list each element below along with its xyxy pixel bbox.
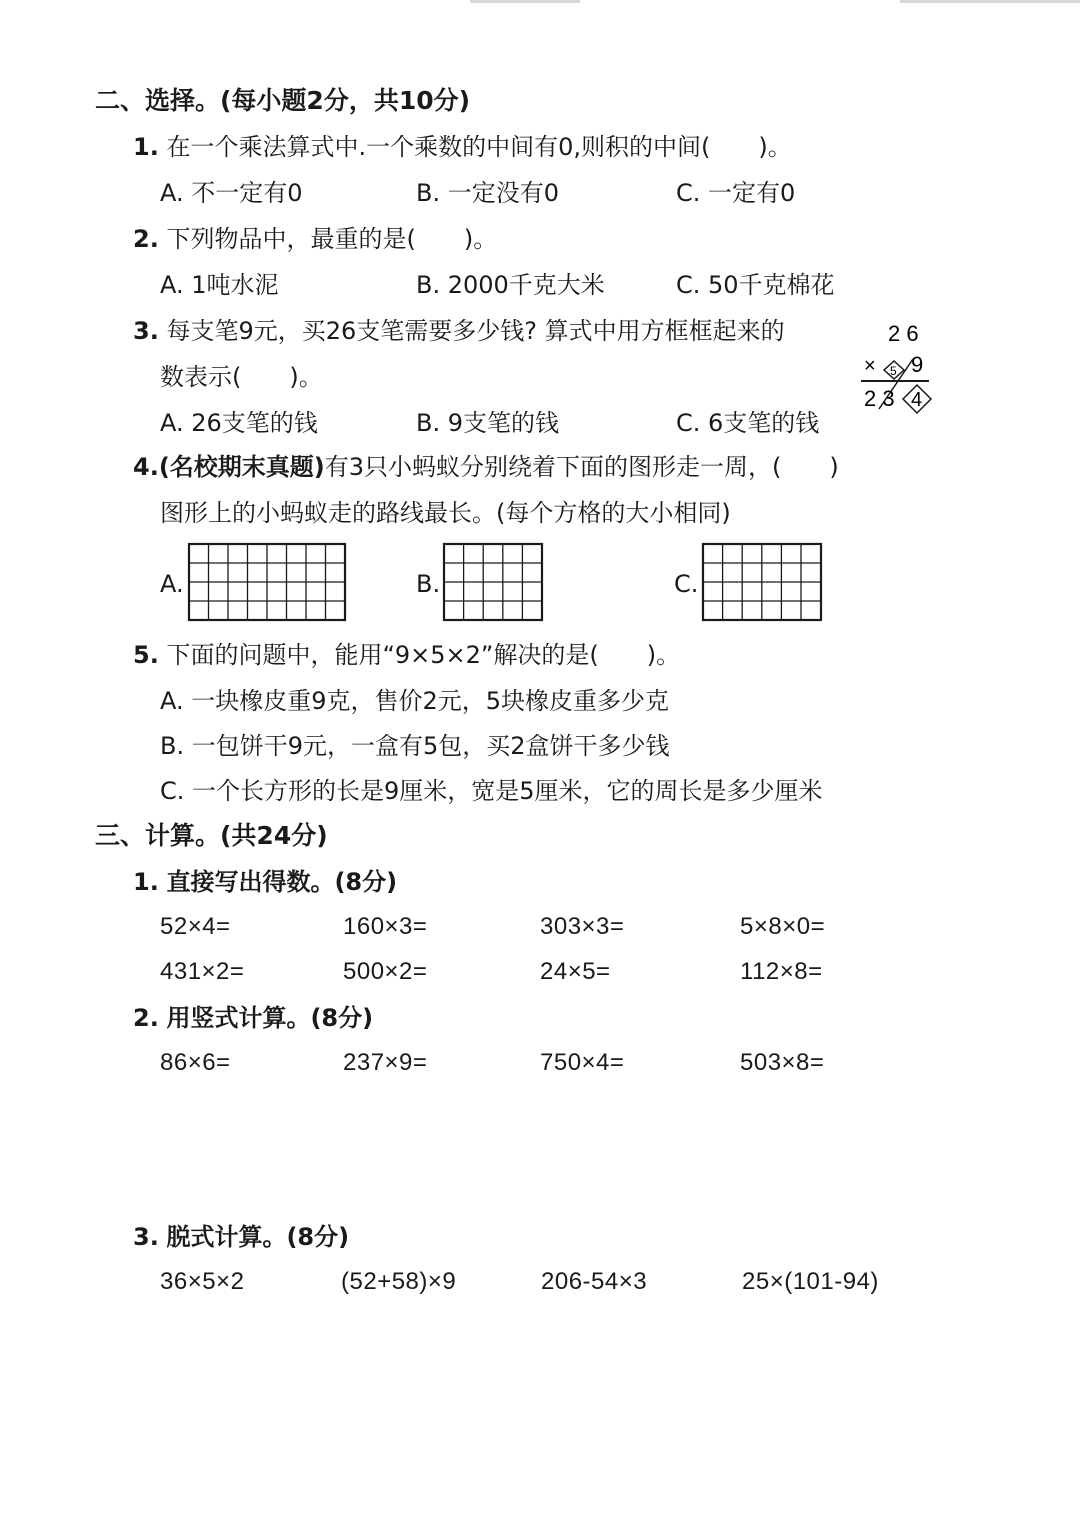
question-number: 4. — [133, 453, 159, 481]
option-c: C. 一定有0 — [676, 179, 796, 207]
question-number: 5. — [133, 641, 159, 669]
question-number: 2. — [133, 225, 159, 253]
option-c: C. 50千克棉花 — [676, 271, 835, 299]
expression: 36×5×2 — [160, 1268, 245, 1295]
question-text: 有3只小蚂蚁分别绕着下面的图形走一周，( ) — [324, 453, 839, 481]
part-number: 2. — [133, 1004, 159, 1032]
question-5 — [133, 640, 680, 670]
expression: 500×2= — [343, 958, 428, 985]
question-2 — [133, 224, 497, 254]
question-number: 1. — [133, 133, 159, 161]
question-text: 在一个乘法算式中.一个乘数的中间有0,则积的中间( )。 — [166, 133, 792, 161]
figure-result-boxed: 4 — [911, 389, 923, 411]
option-a: A. 1吨水泥 — [160, 271, 279, 299]
question-text: 每支笔9元，买26支笔需要多少钱? 算式中用方框框起来的 — [166, 317, 785, 345]
part-title: 用竖式计算。(8分) — [166, 1004, 374, 1032]
figure-label-a: A. — [160, 570, 184, 598]
scan-edge-line — [470, 0, 580, 3]
question-3 — [133, 316, 785, 346]
part-title: 脱式计算。(8分) — [166, 1223, 350, 1251]
expression: 206-54×3 — [541, 1268, 648, 1295]
figure-times-sign: × — [864, 355, 876, 377]
option-b: B. 一包饼干9元，一盒有5包，买2盒饼干多少钱 — [160, 732, 670, 760]
expression: 160×3= — [343, 913, 428, 940]
option-b: B. 2000千克大米 — [416, 271, 605, 299]
part-title: 直接写出得数。(8分) — [166, 868, 398, 896]
question-text: 下列物品中，最重的是( )。 — [166, 225, 498, 253]
grid-figure-a — [188, 543, 346, 621]
expression: 237×9= — [343, 1049, 428, 1076]
question-number: 3. — [133, 317, 159, 345]
grid-figure-b — [443, 543, 543, 621]
part-2-title — [133, 1003, 373, 1033]
figure-multiplier: 9 — [911, 352, 924, 377]
expression: 303×3= — [540, 913, 625, 940]
scan-edge-line — [900, 0, 1080, 3]
option-a: A. 一块橡皮重9克，售价2元，5块橡皮重多少克 — [160, 687, 670, 715]
option-b: B. 9支笔的钱 — [416, 409, 559, 437]
option-c: C. 6支笔的钱 — [676, 409, 820, 437]
question-1 — [133, 132, 792, 162]
expression: (52+58)×9 — [341, 1268, 457, 1295]
figure-label-b: B. — [416, 570, 441, 598]
expression: 750×4= — [540, 1049, 625, 1076]
option-a: A. 不一定有0 — [160, 179, 303, 207]
expression: 25×(101-94) — [742, 1268, 879, 1295]
expression: 503×8= — [740, 1049, 825, 1076]
option-a: A. 26支笔的钱 — [160, 409, 318, 437]
expression: 5×8×0= — [740, 913, 826, 940]
grid-figure-c — [702, 543, 822, 621]
expression: 52×4= — [160, 913, 231, 940]
part-1-title — [133, 867, 397, 897]
figure-label-c: C. — [674, 570, 699, 598]
question-text-continued: 图形上的小蚂蚁走的路线最长。(每个方格的大小相同) — [160, 499, 731, 527]
figure-result-plain: 2 3 — [864, 386, 895, 411]
question-tag: (名校期末真题) — [158, 453, 325, 481]
option-c: C. 一个长方形的长是9厘米，宽是5厘米，它的周长是多少厘米 — [160, 777, 823, 805]
expression: 112×8= — [740, 958, 823, 985]
question-text: 下面的问题中，能用“9×5×2”解决的是( )。 — [166, 641, 681, 669]
expression: 24×5= — [540, 958, 611, 985]
multiplication-figure — [855, 315, 940, 415]
section-title-choice: 二、选择。(每小题2分，共10分) — [95, 86, 471, 115]
expression: 431×2= — [160, 958, 245, 985]
question-text-continued: 数表示( )。 — [160, 363, 323, 391]
expression: 86×6= — [160, 1049, 231, 1076]
figure-carry-digit: 5 — [890, 364, 897, 378]
part-number: 1. — [133, 868, 159, 896]
question-4 — [133, 452, 839, 482]
part-3-title — [133, 1222, 349, 1252]
option-b: B. 一定没有0 — [416, 179, 559, 207]
part-number: 3. — [133, 1223, 159, 1251]
section-title-calculation: 三、计算。(共24分) — [95, 821, 328, 850]
figure-top-number: 2 6 — [888, 321, 919, 346]
